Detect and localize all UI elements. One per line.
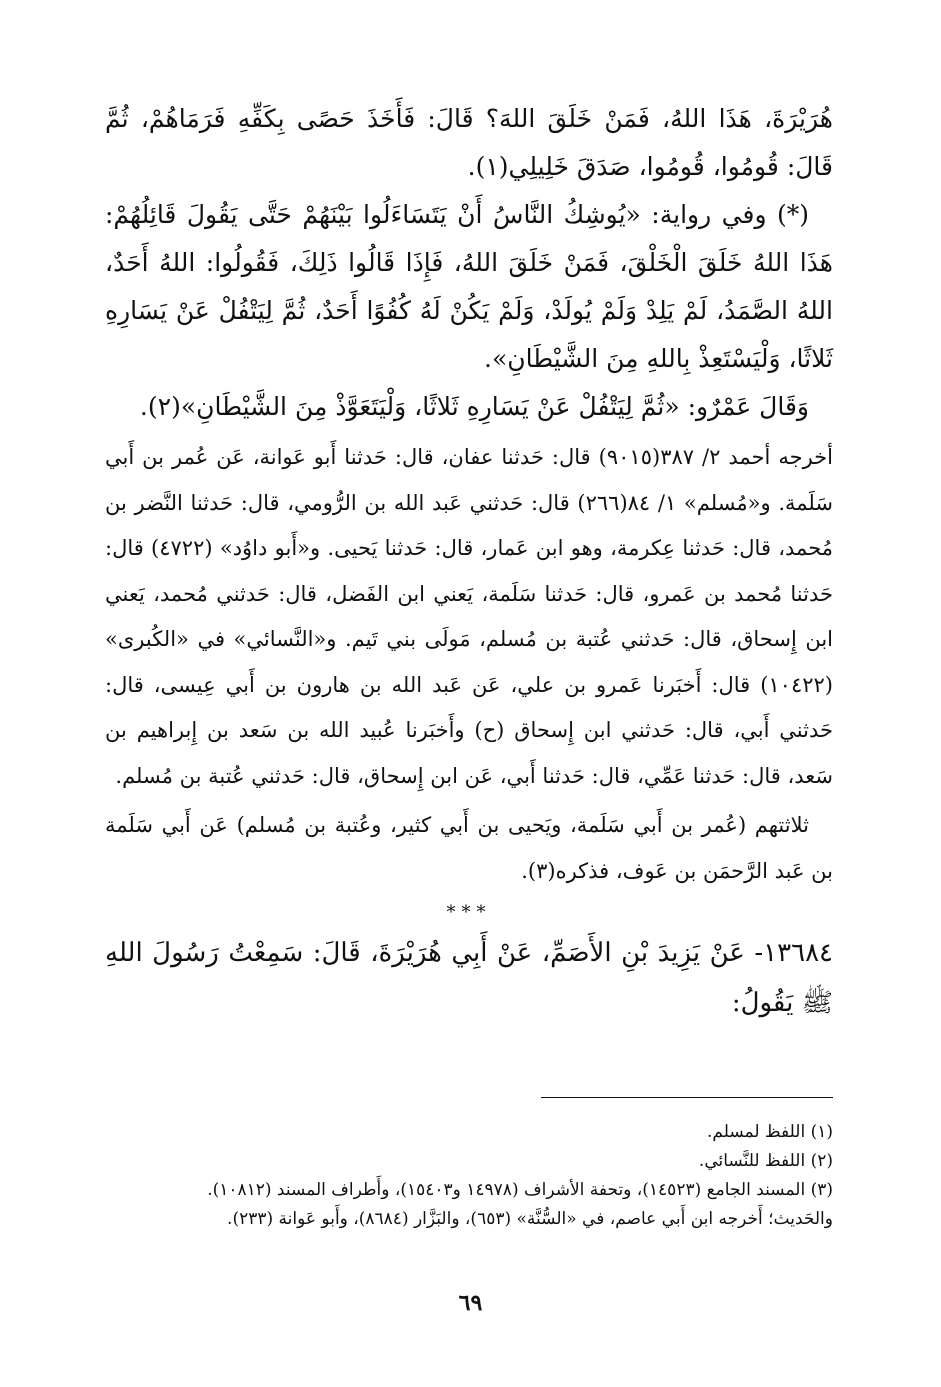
isnad-summary-paragraph: ثلاثتهم (عُمر بن أَبي سَلَمة، ويَحيى بن أَبي كثير، وعُتبة بن مُسلم) عَن أَبي سَلَمة بن عَبد الرَّحمَن بن عَوف، فذكره(٣).: [105, 813, 833, 883]
page-number: ٦٩: [458, 1290, 483, 1316]
takhrij-paragraph: أخرجه أحمد ٢/ ٣٨٧(٩٠١٥) قال: حَدثنا عفان، قال: حَدثنا أَبو عَوانة، عَن عُمر بن أَبي سَلَمة. و«مُسلم» ١/ ٨٤(٢٦٦) قال: حَدثني عَبد الله بن الرُّومي، قال: حَدثنا النَّضر بن مُحمد، قال: حَدثنا عِكرمة، وهو ابن عَمار، قال: حَدثنا يَحيى. و«أَبو داوُد» (٤٧٢٢) قال: حَدثنا مُحمد بن عَمرو، قال: حَدثنا سَلَمة، يَعني ابن الفَضل، قال: حَدثني مُحمد، يَعني ابن إِسحاق، قال: حَدثني عُتبة بن مُسلم، مَولَى بني تَيم. و«النَّسائي» في «الكُبرى» (١٠٤٢٢) قال: أَخبَرنا عَمرو بن علي، عَن عَبد الله بن هارون بن أَبي عِيسى، قال: حَدثني أَبي، قال: حَدثني ابن إِسحاق (ح) وأَخبَرنا عُبيد الله بن سَعد بن إِبراهيم بن سَعد، قال: حَدثنا عَمِّي، قال: حَدثنا أَبي، عَن ابن إِسحاق، قال: حَدثني عُتبة بن مُسلم.: [105, 445, 833, 788]
section-separator: ***: [446, 902, 492, 923]
footnote-divider: [541, 1097, 833, 1098]
footnote-3: (٣) المسند الجامع (١٤٥٢٣)، وتحفة الأشراف (١٤٩٧٨ و١٥٤٠٣)، وأَطراف المسند (١٠٨١٢).: [207, 1180, 833, 1200]
footnote-2: (٢) اللفظ للنَّسائي.: [698, 1151, 833, 1171]
amr-narration-paragraph: وَقَالَ عَمْرٌو: «ثُمَّ لِيَتْفُلْ عَنْ يَسَارِهِ ثَلاثًا، وَلْيَتَعَوَّذْ مِنَ الشَّيْطَانِ»(٢).: [139, 392, 809, 421]
footnote-3-continuation: والحَديث؛ أَخرجه ابن أَبي عاصم، في «السُّنَّة» (٦٥٣)، والبَزَّار (٨٦٨٤)، وأَبو عَوانة (٢٣٣).: [227, 1209, 833, 1229]
footnotes: [105, 1118, 833, 1234]
footnote-1: (١) اللفظ لمسلم.: [706, 1122, 833, 1142]
alternate-narration-paragraph: (*) وفي رواية: «يُوشِكُ النَّاسُ أَنْ يَتَسَاءَلُوا بَيْنَهُمْ حَتَّى يَقُولَ قَائِلُهُمْ: هَذَا اللهُ خَلَقَ الْخَلْقَ، فَمَنْ خَلَقَ اللهُ، فَإِذَا قَالُوا ذَلِكَ، فَقُولُوا: اللهُ أَحَدٌ، اللهُ الصَّمَدُ، لَمْ يَلِدْ وَلَمْ يُولَدْ، وَلَمْ يَكُنْ لَهُ كُفُوًا أَحَدٌ، ثُمَّ لِيَتْفُلْ عَنْ يَسَارِهِ ثَلاثًا، وَلْيَسْتَعِذْ بِاللهِ مِنَ الشَّيْطَانِ».: [105, 200, 833, 373]
main-text: [105, 95, 833, 1028]
hadith-ending-paragraph: هُرَيْرَةَ، هَذَا اللهُ، فَمَنْ خَلَقَ اللهَ؟ قَالَ: فَأَخَذَ حَصًى بِكَفِّهِ فَرَمَاهُمْ، ثُمَّ قَالَ: قُومُوا، قُومُوا، صَدَقَ خَلِيلِي(١).: [105, 104, 833, 181]
next-hadith-heading: ١٣٦٨٤- عَنْ يَزِيدَ بْنِ الأَصَمِّ، عَنْ أَبِي هُرَيْرَةَ، قَالَ: سَمِعْتُ رَسُولَ اللهِ ﷺ يَقُولُ:: [105, 938, 833, 1018]
